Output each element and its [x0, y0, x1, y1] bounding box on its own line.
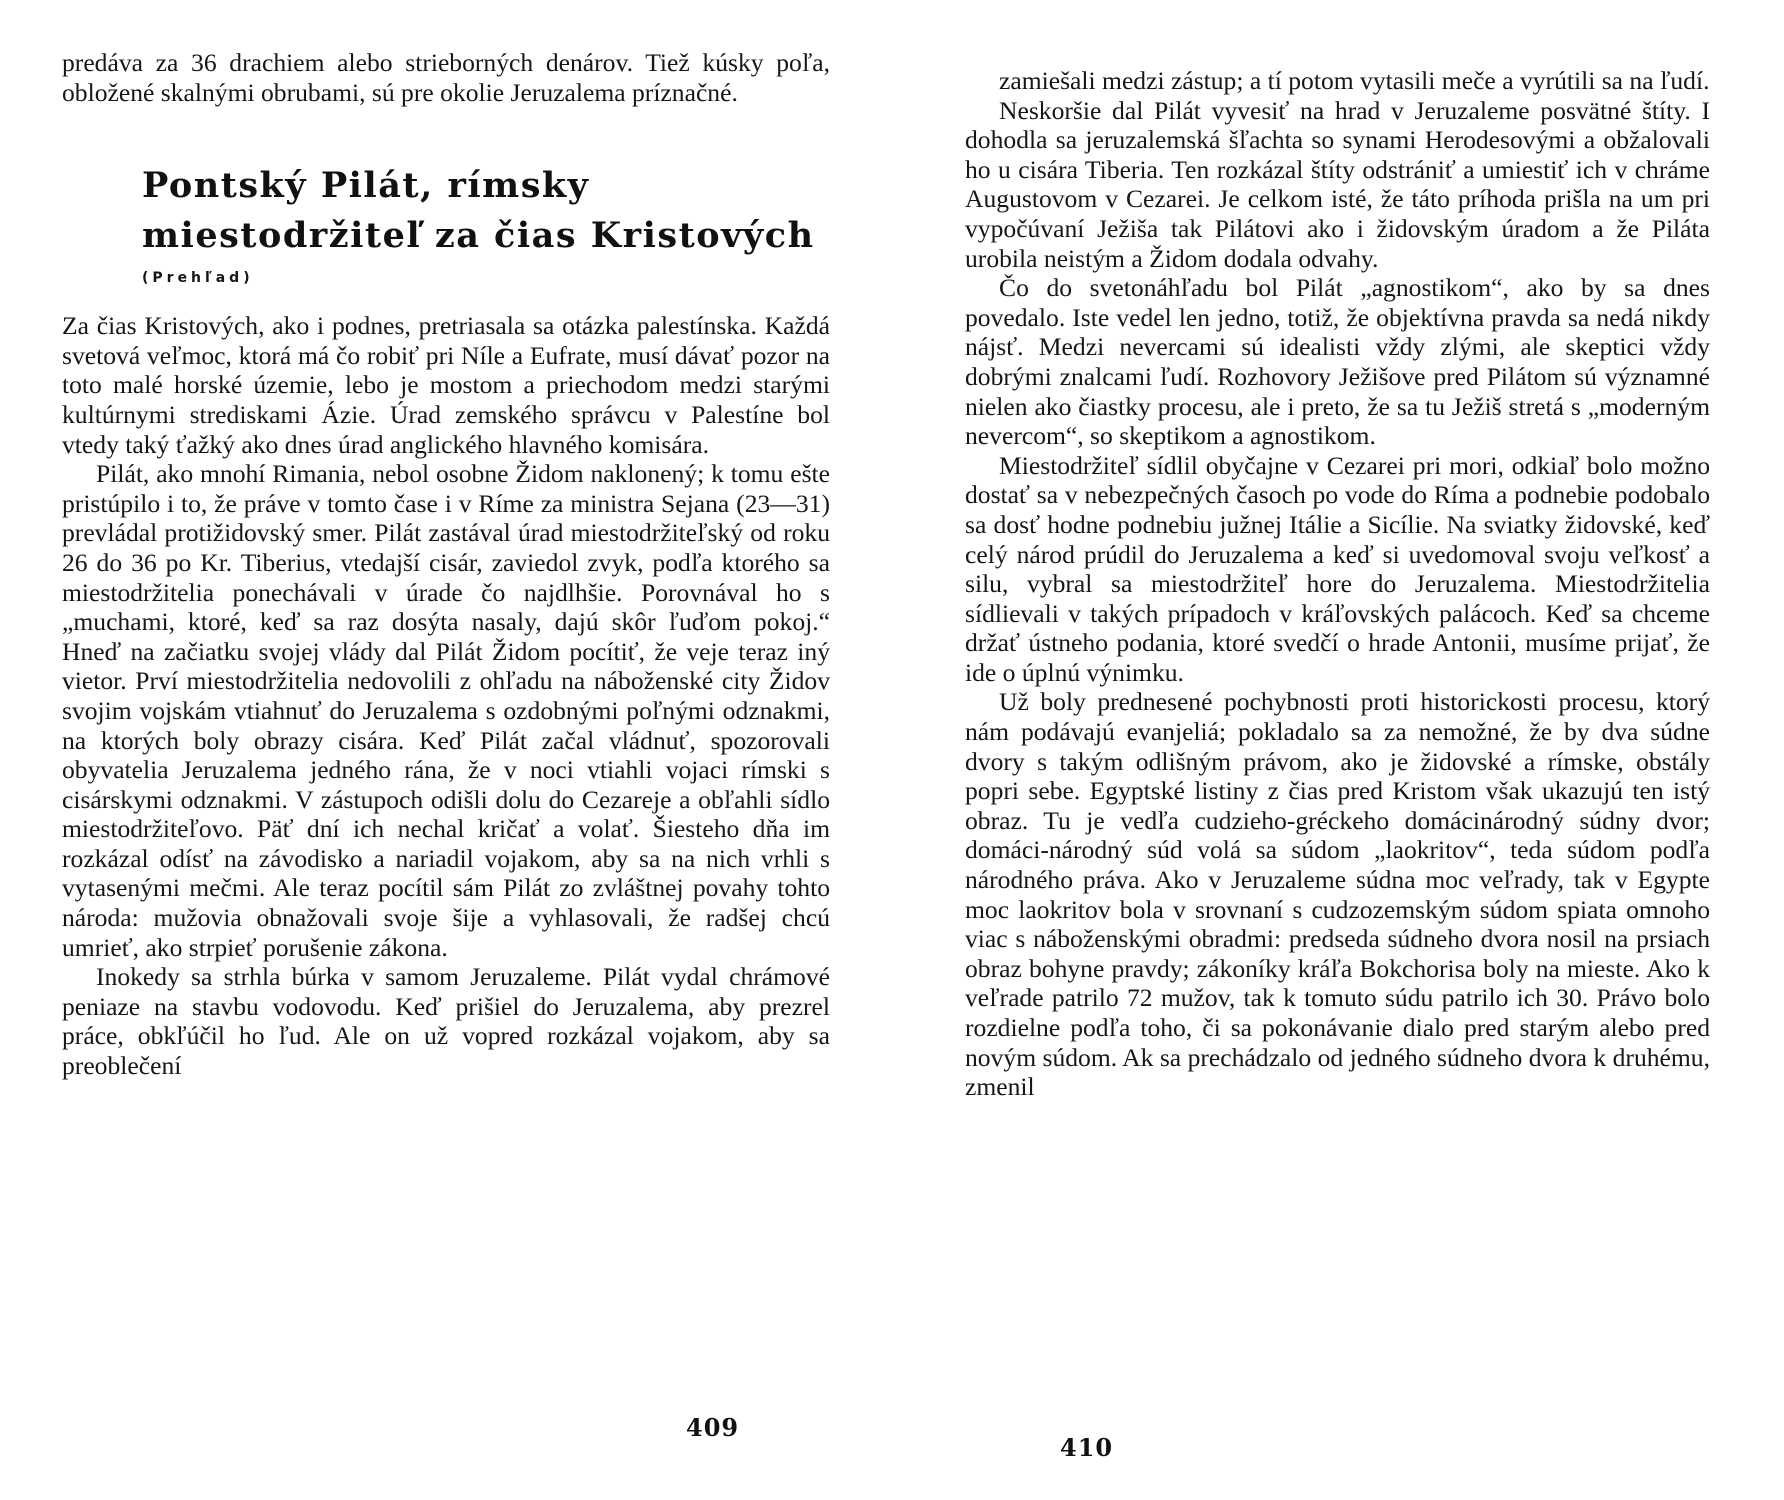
paragraph: Neskoršie dal Pilát vyvesiť na hrad v Jeruzaleme posvätné štíty. I dohodla sa jeruzalemská šľachta so synami Herodesovými a obžalovali ho u cisára Tiberia. Ten rozkázal štíty odstrániť a umiestiť ich v chráme Augustovom v Cezarei. Je celkom isté, že táto príhoda prišla na um pri vypočúvaní Ježiša tak Pilátovi ako i židovským úradom a že Piláta urobila neistým a Židom dodala odvahy. — [965, 95, 1710, 273]
page-number: 409 — [686, 1413, 740, 1442]
section-heading — [142, 161, 830, 291]
paragraph: zamiešali medzi zástup; a tí potom vytasili meče a vyrútili sa na ľudí. — [999, 66, 1710, 95]
left-text-column — [62, 48, 830, 1081]
paragraph: Už boly prednesené pochybnosti proti historickosti procesu, ktorý nám podávajú evanjeliá; pokladalo sa za nemožné, že by dva súdne dvory s takým odlišným právom, ako je židovské a rímske, obstály popri sebe. Egyptské listiny z čias pred Kristom však ukazujú ten istý obraz. Tu je vedľa cudzieho-gréckeho domácinárodný súdny dvor; domáci-národný súd volá sa súdom „laokritov“, teda súdom podľa národného práva. Ako v Jeruzaleme súdna moc veľrady, tak v Egypte moc laokritov bola v srovnaní s cudzozemským súdom spiata omnoho viac s náboženskými obradmi: predseda súdneho dvora nosil na prsiach obraz bohyne pravdy; zákoníky kráľa Bokchorisa boly na mieste. Ako k veľrade patrilo 72 mužov, tak k tomuto súdu patrilo ich 30. Právo bolo rozdielne podľa toho, či sa pokonávanie dialo pred starým alebo pred novým súdom. Ak sa prechádzalo od jedného súdneho dvora k druhému, zmenil — [965, 687, 1710, 1102]
right-text-column — [965, 66, 1710, 1102]
right-page — [892, 0, 1784, 1500]
paragraph: Čo do svetonáhľadu bol Pilát „agnostikom“, ako by sa dnes povedalo. Iste vedel len jedno, totiž, že objektívna pravda sa nedá nikdy nájsť. Medzi nevercami sú idealisti vždy zlými, ale skeptici vždy dobrými znalcami ľudí. Rozhovory Ježišove pred Pilátom sú významné nielen ako čiastky procesu, ale i preto, že sa tu Ježiš stretá s „moderným nevercom“, so skeptikom a agnostikom. — [965, 273, 1710, 451]
heading-line-1: Pontský Pilát, rímsky — [142, 165, 590, 207]
paragraph: Inokedy sa strhla búrka v samom Jeruzaleme. Pilát vydal chrámové peniaze na stavbu vodovodu. Keď prišiel do Jeruzalema, aby prezrel práce, obkľúčil ho ľud. Ale on už vopred rozkázal vojakom, aby sa preoblečení — [62, 962, 830, 1081]
heading-line-2: miestodržiteľ za čias Kristových — [142, 215, 815, 257]
paragraph: Miestodržiteľ sídlil obyčajne v Cezarei pri mori, odkiaľ bolo možno dostať sa v nebezpečných časoch po vode do Ríma a podnebie podobalo sa dosť hodne podnebiu južnej Itálie a Sicílie. Na sviatky židovské, keď celý národ prúdil do Jeruzalema a keď si uvedomoval svoju veľkosť a silu, vybral sa miestodržiteľ hore do Jeruzalema. Miestodržitelia sídlievali v takých prípadoch v kráľovských palácoch. Keď sa chceme držať ústneho podania, ktoré svedčí o hrade Antonii, musíme prijať, že ide o úplnú výnimku. — [965, 450, 1710, 687]
opening-paragraph: predáva za 36 drachiem alebo strieborných denárov. Tiež kúsky poľa, obložené skalnými obrubami, sú pre okolie Jeruzalema príznačné. — [62, 48, 830, 107]
heading-subtitle: (Prehľad) — [142, 270, 254, 287]
page-number: 410 — [1060, 1433, 1114, 1462]
paragraph: Pilát, ako mnohí Rimania, nebol osobne Židom naklonený; k tomu ešte pristúpilo i to, že práve v tomto čase i v Ríme za ministra Sejana (23—31) prevládal protižidovský smer. Pilát zastával úrad miestodržiteľský od roku 26 do 36 po Kr. Tiberius, vtedajší cisár, zaviedol zvyk, podľa ktorého sa miestodržitelia ponechávali v úrade čo najdlhšie. Porovnával ho s „muchami, ktoré, keď sa raz dosýta nasaly, dajú skôr ľuďom pokoj.“ Hneď na začiatku svojej vlády dal Pilát Židom pocítiť, že veje teraz iný vietor. Prví miestodržitelia nedovolili z ohľadu na náboženské city Židov svojim vojskám vtiahnuť do Jeruzalema s ozdobnými poľnými odznakmi, na ktorých boly obrazy cisára. Keď Pilát začal vládnuť, spozorovali obyvatelia Jeruzalema jedného rána, že v noci vtiahli vojaci rímski s cisárskymi odznakmi. V zástupoch odišli dolu do Cezareje a obľahli sídlo miestodržiteľovo. Päť dní ich nechal kričať a volať. Šiesteho dňa im rozkázal odísť na závodisko a nariadil vojakom, aby sa na nich vrhli s vytasenými mečmi. Ale teraz pocítil sám Pilát zo zvláštnej povahy tohto národa: mužovia obnažovali svoje šije a vyhlasovali, že radšej chcú umrieť, ako strpieť porušenie zákona. — [62, 459, 830, 962]
paragraph: Za čias Kristových, ako i podnes, pretriasala sa otázka palestínska. Každá svetová veľmoc, ktorá má čo robiť pri Níle a Eufrate, musí dávať pozor na toto malé horské územie, lebo je mostom a priechodom medzi starými kultúrnymi strediskami Ázie. Úrad zemského správcu v Palestíne bol vtedy taký ťažký ako dnes úrad anglického hlavného komisára. — [62, 311, 830, 459]
